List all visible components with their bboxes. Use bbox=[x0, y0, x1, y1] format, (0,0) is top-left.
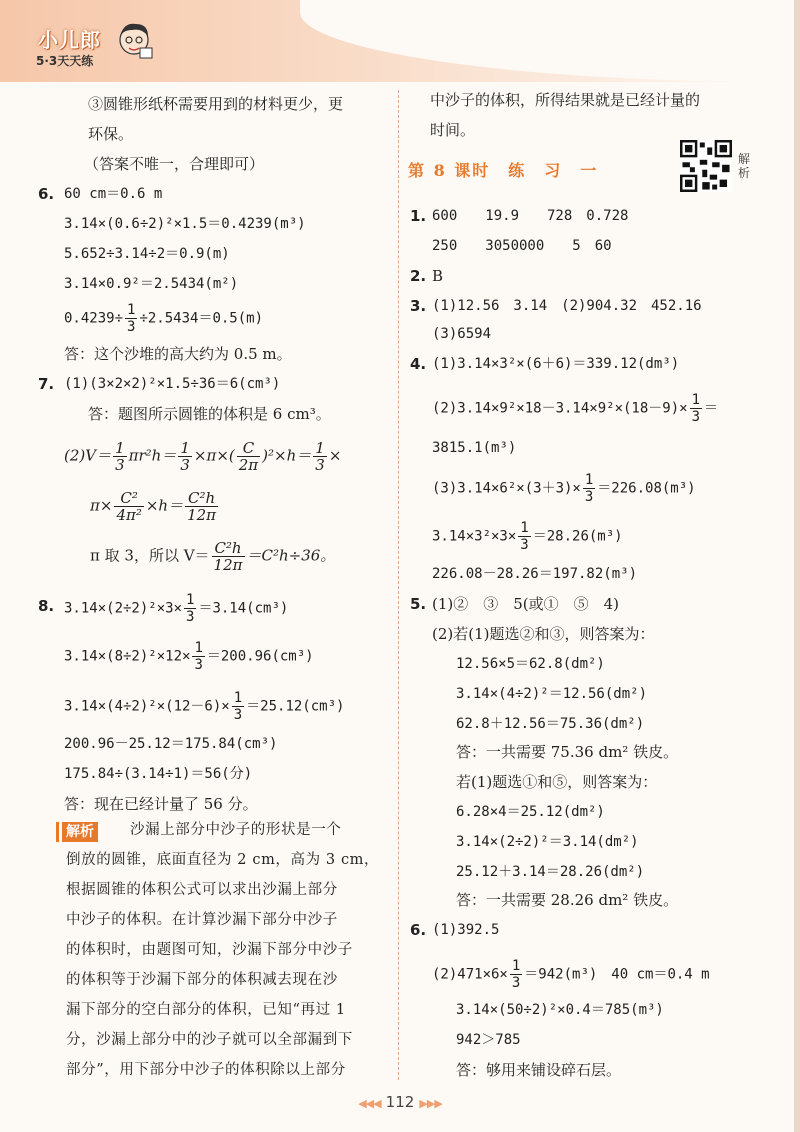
question-number: 3. bbox=[410, 297, 427, 315]
answer-line: (1)② ③ 5(或① ⑤ 4) bbox=[432, 595, 620, 613]
qr-code-icon bbox=[680, 140, 732, 192]
fraction-equation: (2)3.14×9²×18－3.14×9²×(18－9)× $\frac{1}{3}$ ＝ bbox=[432, 392, 719, 425]
text-line: （答案不唯一，合理即可） bbox=[84, 155, 265, 173]
formula-line: π 取 3，所以 V＝ $\frac{\text{C²h}}{12\pi}$ ＝C²h÷36。 bbox=[90, 539, 336, 574]
fraction-equation: (2)471×6× $\frac{1}{3}$ ＝942(m³) 40 cm＝0.4 m bbox=[432, 958, 710, 991]
page-footer bbox=[0, 1092, 800, 1122]
answer-line: 600 19.9 728 0.728 bbox=[432, 208, 629, 224]
fraction: $\frac{1}{3}$ bbox=[584, 472, 594, 505]
brand-logo-text: 小儿郎 bbox=[38, 28, 101, 52]
answer-line: 3815.1(m³) bbox=[432, 440, 517, 456]
fraction-equation: 0.4239÷ $\frac{1}{3}$ ÷2.5434＝0.5(m) bbox=[64, 302, 264, 335]
question-number: 4. bbox=[410, 355, 427, 373]
fraction: $\frac{1}{3}$ bbox=[115, 439, 125, 474]
next-arrows-icon: ▶▶▶ bbox=[419, 1097, 442, 1110]
question-number: 7. bbox=[38, 375, 55, 393]
analysis-text: 漏下部分的空白部分的体积，已知“再过 1 bbox=[66, 1002, 346, 1018]
fraction: $\frac{1}{3}$ bbox=[127, 302, 136, 335]
answer-line: 226.08－28.26＝197.82(m³) bbox=[432, 566, 638, 582]
fraction-equation: 3.14×(8÷2)²×12× $\frac{1}{3}$ ＝200.96(cm³) bbox=[64, 640, 314, 673]
question-number: 5. bbox=[410, 595, 427, 613]
analysis-text: 沙漏上部分中沙子的形状是一个 bbox=[130, 822, 342, 838]
page-edge-bar bbox=[794, 0, 800, 1132]
qr-label: 解析 bbox=[738, 152, 751, 180]
header-curve bbox=[300, 0, 800, 82]
answer-line: 25.12＋3.14＝28.26(dm²) bbox=[456, 864, 645, 880]
answer-line: 250 3050000 5 60 bbox=[432, 238, 612, 254]
question-number: 2. bbox=[410, 267, 427, 285]
answer-statement: 答：题图所示圆锥的体积是 6 cm³。 bbox=[88, 405, 331, 423]
answer-line: (1)12.56 3.14 (2)904.32 452.16 bbox=[432, 298, 702, 314]
answer-line: 5.652÷3.14÷2＝0.9(m) bbox=[64, 246, 230, 262]
text-line: 时间。 bbox=[430, 121, 476, 139]
answer-line: 若(1)题选①和⑤，则答案为： bbox=[456, 773, 658, 791]
answer-line: 942＞785 bbox=[456, 1032, 521, 1048]
answer-line: 3.14×(2÷2)²＝3.14(dm²) bbox=[456, 834, 639, 850]
answer-line: 6.28×4＝25.12(dm²) bbox=[456, 804, 605, 820]
answer-statement: 答：一共需要 28.26 dm² 铁皮。 bbox=[456, 891, 679, 909]
answer-line: 200.96－25.12＝175.84(cm³) bbox=[64, 736, 278, 752]
analysis-text: 的体积等于沙漏下部分的体积减去现在沙 bbox=[66, 972, 338, 988]
fraction: $\frac{\text{C²h}}{12\pi}$ bbox=[213, 539, 243, 574]
fraction: $\frac{1}{3}$ bbox=[520, 520, 529, 553]
analysis-label: 解析 bbox=[62, 822, 98, 842]
answer-line: (1)(3×2×2)²×1.5÷36＝6(cm³) bbox=[64, 376, 281, 392]
analysis-text: 部分”，用下部分中沙子的体积除以上部分 bbox=[66, 1062, 346, 1078]
formula-line: (2)V＝ $\frac{1}{3}$ πr²h＝ $\frac{1}{3}$ ×π×( $\frac{C}{2\pi}$ )²×h＝ $\frac{1}{3}$ × bbox=[64, 439, 342, 474]
brand-subtitle: 5·3天天练 bbox=[36, 54, 94, 68]
mascot-boy-icon bbox=[114, 18, 154, 62]
analysis-text: 的体积时，由题图可知，沙漏下部分中沙子 bbox=[66, 942, 353, 958]
analysis-text: 中沙子的体积。在计算沙漏下部分中沙子 bbox=[66, 912, 338, 928]
answer-line: B bbox=[432, 267, 444, 285]
answer-line: 3.14×(50÷2)²×0.4＝785(m³) bbox=[456, 1002, 664, 1018]
fraction: $\frac{1}{3}$ bbox=[691, 392, 701, 425]
answer-line: 3.14×0.9²＝2.5434(m²) bbox=[64, 276, 239, 292]
answer-statement: 答：现在已经计量了 56 分。 bbox=[64, 795, 258, 813]
page-header bbox=[0, 0, 800, 82]
fraction: $\frac{1}{3}$ bbox=[233, 690, 243, 723]
question-number: 8. bbox=[38, 597, 55, 615]
answer-line: 12.56×5＝62.8(dm²) bbox=[456, 656, 605, 672]
question-number: 6. bbox=[410, 921, 427, 939]
question-number: 6. bbox=[38, 185, 55, 203]
fraction-equation: (3)3.14×6²×(3＋3)× $\frac{1}{3}$ ＝226.08(m³) bbox=[432, 472, 696, 505]
answer-statement: 答：这个沙堆的高大约为 0.5 m。 bbox=[64, 345, 292, 363]
answer-line: (2)若(1)题选②和③，则答案为： bbox=[432, 625, 655, 643]
fraction: $\frac{\text{C²h}}{12\pi}$ bbox=[187, 489, 217, 524]
question-number: 1. bbox=[410, 207, 427, 225]
fraction: $\frac{1}{3}$ bbox=[511, 958, 521, 991]
fraction-equation: 3.14×(2÷2)²×3× $\frac{1}{3}$ ＝3.14(cm³) bbox=[64, 592, 289, 625]
prev-arrows-icon: ◀◀◀ bbox=[358, 1097, 381, 1110]
text-line: ③圆锥形纸杯需要用到的材料更少，更 bbox=[88, 95, 344, 113]
fraction: $\frac{\text{C²}}{\text{4π²}}$ bbox=[116, 489, 142, 524]
fraction: $\frac{1}{3}$ bbox=[186, 592, 195, 625]
fraction: $\frac{1}{3}$ bbox=[194, 640, 203, 673]
analysis-text: 根据圆锥的体积公式可以求出沙漏上部分 bbox=[66, 882, 338, 898]
answer-line: 3.14×(0.6÷2)²×1.5＝0.4239(m³) bbox=[64, 216, 306, 232]
fraction-equation: 3.14×(4÷2)²×(12－6)× $\frac{1}{3}$ ＝25.12(cm³) bbox=[64, 690, 345, 723]
answer-line: (1)3.14×3²×(6＋6)＝339.12(dm³) bbox=[432, 356, 680, 372]
fraction: $\frac{C}{2\pi}$ bbox=[238, 439, 259, 474]
answer-statement: 答：一共需要 75.36 dm² 铁皮。 bbox=[456, 743, 679, 761]
column-divider bbox=[398, 90, 399, 1080]
answer-line: 3.14×(4÷2)²＝12.56(dm²) bbox=[456, 686, 648, 702]
answer-line: (3)6594 bbox=[432, 326, 492, 342]
answer-line: (1)392.5 bbox=[432, 922, 500, 938]
answer-line: 62.8＋12.56＝75.36(dm²) bbox=[456, 716, 645, 732]
text-line: 中沙子的体积，所得结果就是已经计量的 bbox=[430, 91, 701, 109]
analysis-text: 倒放的圆锥，底面直径为 2 cm，高为 3 cm， bbox=[66, 852, 380, 868]
fraction: $\frac{1}{3}$ bbox=[315, 439, 325, 474]
formula-line: π× $\frac{\text{C²}}{\text{4π²}}$ ×h＝ $\frac{\text{C²h}}{12\pi}$ bbox=[90, 489, 217, 524]
answer-statement: 答：够用来铺设碎石层。 bbox=[456, 1061, 622, 1079]
fraction-equation: 3.14×3²×3× $\frac{1}{3}$ ＝28.26(m³) bbox=[432, 520, 623, 553]
section-title: 第 8 课时 练 习 一 bbox=[408, 161, 599, 180]
answer-line: 175.84÷(3.14÷1)＝56(分) bbox=[64, 766, 253, 782]
answer-line: 60 cm＝0.6 m bbox=[64, 186, 163, 202]
page-number: 112 bbox=[385, 1093, 415, 1111]
text-line: 环保。 bbox=[88, 125, 134, 143]
fraction: $\frac{1}{3}$ bbox=[180, 439, 190, 474]
analysis-text: 分，沙漏上部分中的沙子就可以全部漏到下 bbox=[66, 1032, 353, 1048]
